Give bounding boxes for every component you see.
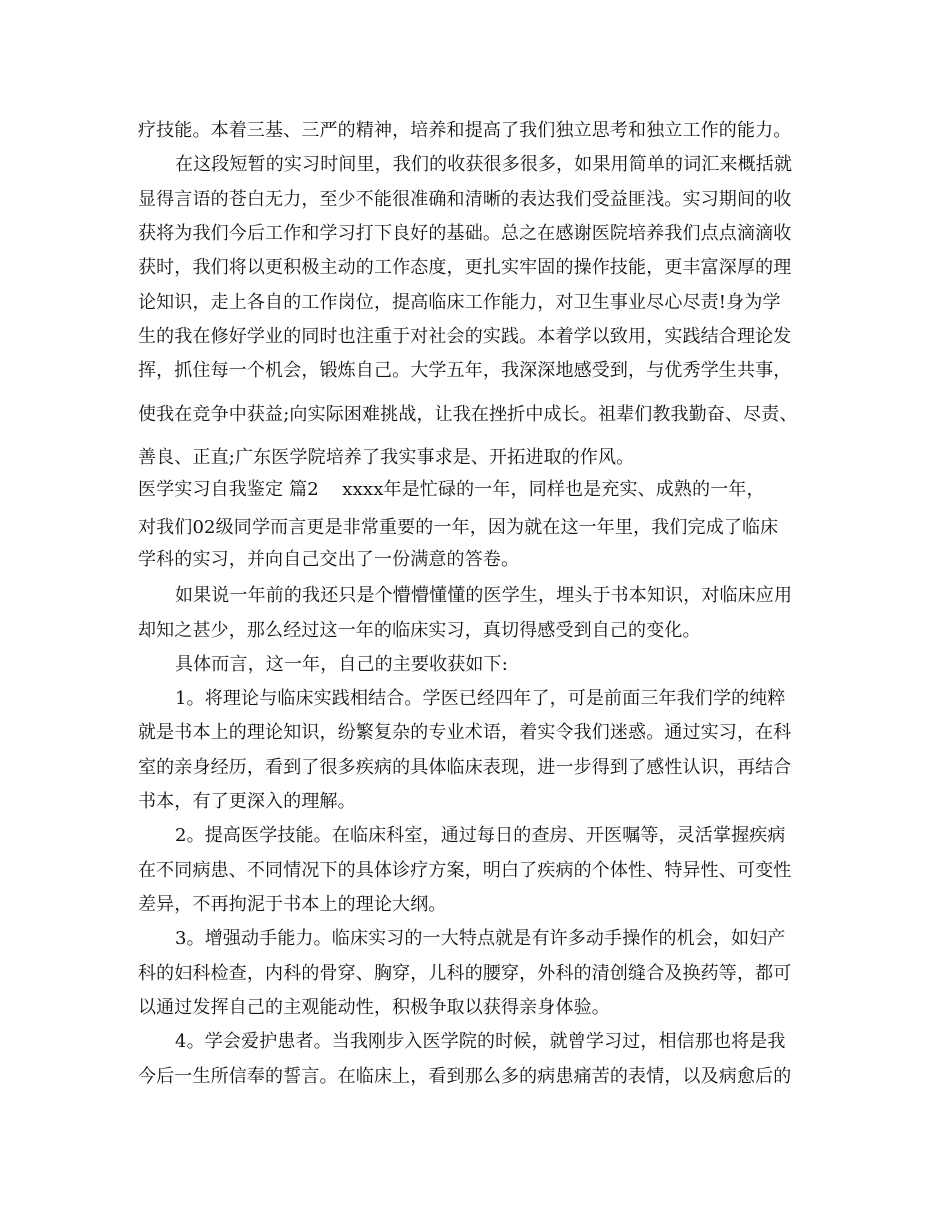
text-line: 室的亲身经历，看到了很多疾病的具体临床表现，进一步得到了感性认识，再结合 — [138, 757, 792, 778]
text-line: 对我们02级同学而言更是非常重要的一年，因为就在这一年里，我们完成了临床 — [138, 517, 779, 538]
text-line: 疗技能。本着三基、三严的精神，培养和提高了我们独立思考和独立工作的能力。 — [138, 120, 792, 141]
text-line: 生的我在修好学业的同时也注重于对社会的实践。本着学以致用，实践结合理论发 — [138, 326, 792, 347]
text-line: 显得言语的苍白无力，至少不能很准确和清晰的表达我们受益匪浅。实习期间的收 — [138, 189, 792, 210]
text-line: 获时，我们将以更积极主动的工作态度，更扎实牢固的操作技能，更丰富深厚的理 — [138, 257, 792, 278]
text-line: 挥，抓住每一个机会，锻炼自己。大学五年，我深深地感受到，与优秀学生共事， — [138, 360, 792, 381]
text-line: 却知之甚少，那么经过这一年的临床实习，真切得感受到自己的变化。 — [138, 620, 701, 641]
text-line: 在这段短暂的实习时间里，我们的收获很多很多，如果用简单的词汇来概括就 — [175, 154, 793, 175]
text-line: 今后一生所信奉的誓言。在临床上，看到那么多的病患痛苦的表情，以及病愈后的 — [138, 1066, 792, 1087]
text-line: 4。学会爱护患者。当我刚步入医学院的时候，就曾学习过，相信那也将是我 — [175, 1031, 786, 1052]
text-line: 善良、正直;广东医学院培养了我实事求是、开拓进取的作风。 — [138, 447, 635, 468]
text-line: 获将为我们今后工作和学习打下良好的基础。总之在感谢医院培养我们点点滴滴收 — [138, 223, 792, 244]
section-heading-line: 医学实习自我鉴定 篇2 xxxx年是忙碌的一年，同样也是充实、成熟的一年， — [138, 479, 765, 500]
text-line: 论知识，走上各自的工作岗位，提高临床工作能力，对卫生事业尽心尽责!身为学 — [138, 292, 781, 313]
text-line: 2。提高医学技能。在临床科室，通过每日的查房、开医嘱等，灵活掌握疾病 — [175, 825, 786, 846]
text-line: 就是书本上的理论知识，纷繁复杂的专业术语，着实令我们迷惑。通过实习，在科 — [138, 722, 792, 743]
text-line: 使我在竞争中获益;向实际困难挑战，让我在挫折中成长。祖辈们教我勤奋、尽责、 — [138, 404, 798, 425]
text-line: 学科的实习，并向自己交出了一份满意的答卷。 — [138, 549, 520, 570]
text-line: 具体而言，这一年，自己的主要收获如下: — [175, 654, 508, 675]
text-line: 书本，有了更深入的理解。 — [138, 791, 356, 812]
text-line: 差异，不再拘泥于书本上的理论大纲。 — [138, 894, 447, 915]
text-line: 在不同病患、不同情况下的具体诊疗方案，明白了疾病的个体性、特异性、可变性 — [138, 860, 792, 881]
text-line: 以通过发挥自己的主观能动性，积极争取以获得亲身体验。 — [138, 997, 610, 1018]
text-line: 科的妇科检查，内科的骨穿、胸穿，儿科的腰穿，外科的清创缝合及换药等，都可 — [138, 963, 792, 984]
text-line: 3。增强动手能力。临床实习的一大特点就是有许多动手操作的机会，如妇产 — [175, 928, 786, 949]
text-line: 1。将理论与临床实践相结合。学医已经四年了，可是前面三年我们学的纯粹 — [175, 688, 786, 709]
text-line: 如果说一年前的我还只是个懵懵懂懂的医学生，埋头于书本知识，对临床应用 — [175, 585, 793, 606]
